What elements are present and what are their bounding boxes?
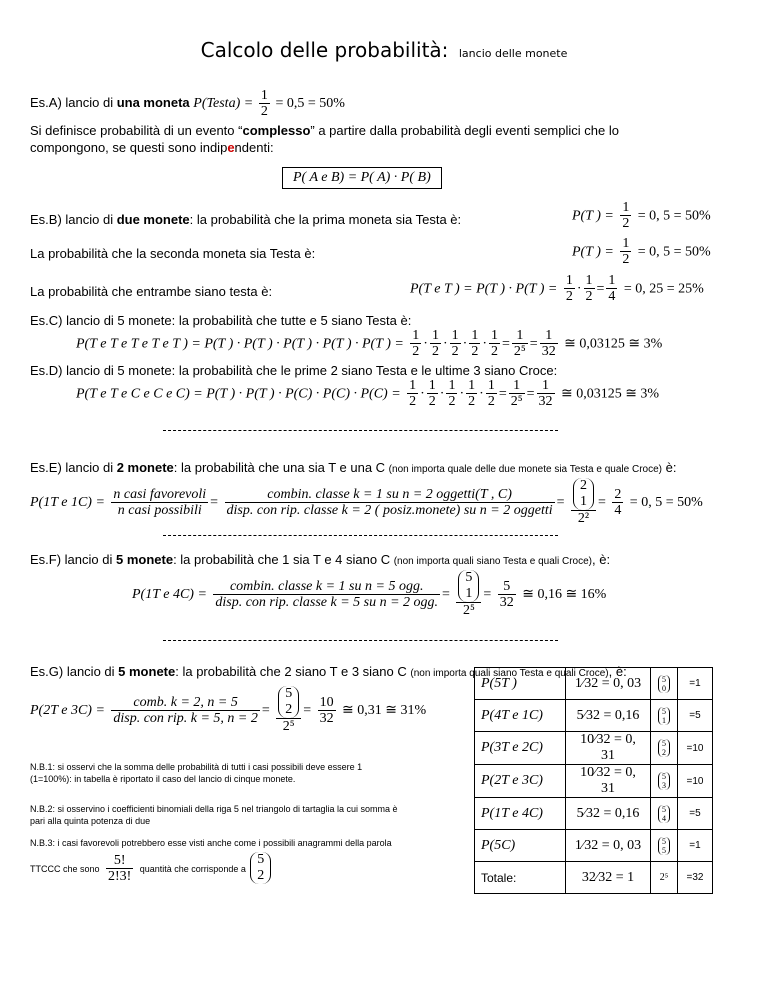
es-f-text: Es.F) lancio di 5 monete: la probabilità che 1 sia T e 4 siano C (non importa quali siano Testa e quali Croce), è: xyxy=(30,552,611,567)
binom-5-2-note: 5 2 xyxy=(250,852,271,884)
binom-5-1: 5 1 xyxy=(458,570,479,602)
page-title-row xyxy=(0,38,768,62)
binom-cell: 5 3 xyxy=(658,772,670,790)
es-c-text: Es.C) lancio di 5 monete: la probabilità che tutte e 5 siano Testa è: xyxy=(30,313,412,328)
es-b3-text: La probabilità che entrambe siano testa è: xyxy=(30,284,273,299)
intro-line-2: compongono, se questi sono indipendenti: xyxy=(30,140,274,155)
es-b-text: Es.B) lancio di due monete: la probabilità che la prima moneta sia Testa è: xyxy=(30,212,462,227)
binom-5-2: 5 2 xyxy=(278,686,299,718)
es-a-fraction: $\frac{1}{2}$ xyxy=(260,88,268,119)
es-a-result: = 0,5 = 50% xyxy=(275,95,345,111)
es-a-bold: una moneta xyxy=(116,94,190,110)
note-1-line-1: N.B.1: si osservi che la somma delle probabilità di tutti i casi possibili deve essere 1 xyxy=(30,762,363,772)
binom-cell: 5 2 xyxy=(658,739,670,757)
note-3-line-2: TTCCC che sono $\frac{5!}{2!3!}$ quantità che corrisponde a 5 2 xyxy=(30,852,271,884)
page-subtitle: lancio delle monete xyxy=(458,47,568,60)
es-e-text: Es.E) lancio di 2 monete: la probabilità che una sia T e una C (non importa quale delle due monete sia Testa e quale Croce) è: xyxy=(30,460,677,475)
es-a xyxy=(30,88,345,119)
independence-formula-box: P( A e B) = P( A) · P( B) xyxy=(282,167,442,189)
binom-cell: 5 4 xyxy=(658,805,670,823)
note-1-line-2: (1=100%): in tabella è riportato il caso del lancio di cinque monete. xyxy=(30,774,296,784)
es-d-text: Es.D) lancio di 5 monete: la probabilità che le prime 2 siano Testa e le ultime 3 siano Croce: xyxy=(30,363,558,378)
es-d-formula: P(T e T e C e C e C) = P(T ) · P(T ) · P(C) · P(C) · P(C) = $\frac{1}{2}$ · $\frac{1}{2}$ · $\frac{1}{2}$ · $\frac{1}{2}$ · $\frac{1}{2}$ = $\frac{1}{\text{2⁵}}$ = $\frac{1}{32}$ ≅ 0,03125 ≅ 3% xyxy=(76,378,660,409)
separator-2 xyxy=(163,535,558,536)
es-b-formula: P(T ) = $\frac{1}{2}$ = 0, 5 = 50% xyxy=(572,200,711,231)
es-f-formula: P(1T e 4C) = $\frac{\text{combin. classe k = 1 su n = 5 ogg.}}{\text{disp. con rip. classe k = 5 su n = 2 ogg.}}$ = 5 1 2⁵ = $\frac{5}{32}$ ≅ 0,16 ≅ 16% xyxy=(132,570,607,618)
es-g-formula: P(2T e 3C) = $\frac{\text{comb. k = 2, n = 5}}{\text{disp. con rip. k = 5, n = 2}}$ = 5 2 2⁵ = $\frac{10}{32}$ ≅ 0,31 ≅ 31% xyxy=(30,686,427,734)
es-a-prefix: Es.A) lancio di xyxy=(30,94,117,110)
table-row: P(4T e 1C) 5⁄32 = 0,16 5 1 =5 xyxy=(475,700,713,732)
page-title: Calcolo delle probabilità: xyxy=(200,38,449,62)
separator-1 xyxy=(163,430,558,431)
table-row: P(3T e 2C) 10⁄32 = 0, 31 5 2 =10 xyxy=(475,732,713,765)
intro-line-1: Si definisce probabilità di un evento “complesso” a partire dalla probabilità degli eventi semplici che lo xyxy=(30,123,619,138)
table-row: P(5C) 1⁄32 = 0, 03 5 5 =1 xyxy=(475,830,713,862)
table-row: P(2T e 3C) 10⁄32 = 0, 31 5 3 =10 xyxy=(475,765,713,798)
probability-table xyxy=(474,667,713,894)
es-e-formula: P(1T e 1C) = $\frac{\text{n casi favorevoli}}{\text{n casi possibili}}$ = $\frac{\text{combin. classe k = 1 su n = 2 oggetti(T , C)}}{\text{disp. con rip. classe k = 2 ( posiz.monete) su n = 2 oggetti}}$ = 2 1 2² = $\frac{2}{4}$ = 0, 5 = 50% xyxy=(30,478,703,526)
table-row: P(5T ) 1⁄32 = 0, 03 5 0 =1 xyxy=(475,668,713,700)
es-g-text: Es.G) lancio di 5 monete: la probabilità che 2 siano T e 3 siano C (non importa quali siano Testa e quali Croce), è: xyxy=(30,664,627,679)
binom-cell: 5 1 xyxy=(658,707,670,725)
binom-cell: 5 5 xyxy=(658,837,670,855)
binom-2-1: 2 1 xyxy=(573,478,594,510)
note-2-line-2: pari alla quinta potenza di due xyxy=(30,816,151,826)
separator-3 xyxy=(163,640,558,641)
binom-cell: 5 0 xyxy=(658,675,670,693)
table-total-row: Totale: 32⁄32 = 1 2⁵ =32 xyxy=(475,862,713,894)
es-b3-formula: P(T e T ) = P(T ) · P(T ) = $\frac{1}{2}$ · $\frac{1}{2}$ = $\frac{1}{4}$ = 0, 25 = 25% xyxy=(410,273,704,304)
es-c-formula: P(T e T e T e T e T ) = P(T ) · P(T ) · P(T ) · P(T ) · P(T ) = $\frac{1}{2}$ · $\frac{1}{2}$ · $\frac{1}{2}$ · $\frac{1}{2}$ · $\frac{1}{2}$ = $\frac{1}{\text{2⁵}}$ = $\frac{1}{32}$ ≅ 0,03125 ≅ 3% xyxy=(76,328,663,359)
es-a-expr: P(Testa) = xyxy=(193,95,254,111)
note-3-line-1: N.B.3: i casi favorevoli potrebbero esse visti anche come i possibili anagrammi della parola xyxy=(30,838,392,848)
table-row: P(1T e 4C) 5⁄32 = 0,16 5 4 =5 xyxy=(475,798,713,830)
es-b2-formula: P(T ) = $\frac{1}{2}$ = 0, 5 = 50% xyxy=(572,236,711,267)
es-b2-text: La probabilità che la seconda moneta sia Testa è: xyxy=(30,246,316,261)
note-2-line-1: N.B.2: si osservino i coefficienti binomiali della riga 5 nel triangolo di tartaglia la cui somma è xyxy=(30,804,398,814)
